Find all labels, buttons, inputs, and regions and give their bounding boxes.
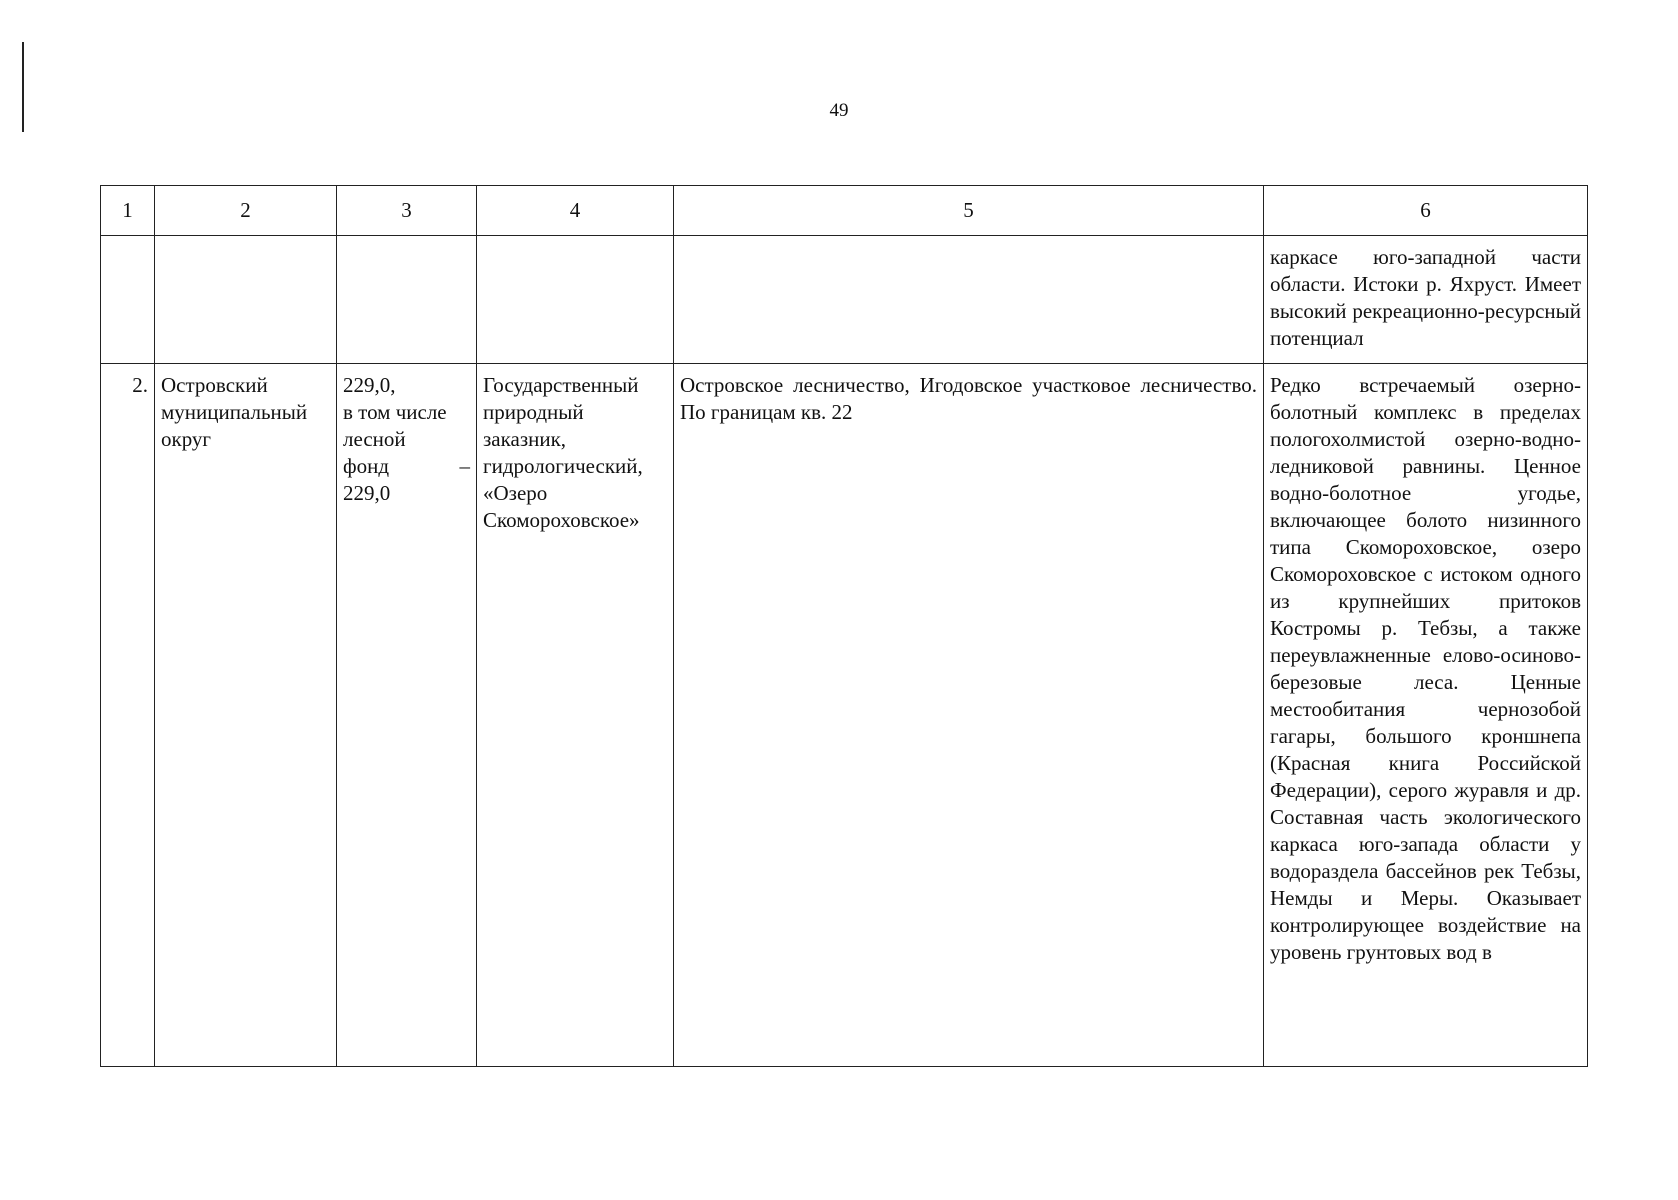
area-fond-dash: – <box>459 454 470 478</box>
table-row <box>101 364 1588 1067</box>
cell-description-continued: каркасе юго-западной части области. Истоки р. Яхруст. Имеет высокий рекреационно-ресурсный потенциал <box>1264 236 1588 364</box>
header-cell-4: 4 <box>477 186 674 236</box>
area-value: 229,0, <box>343 373 396 397</box>
cell-location: Островское лесничество, Игодовское участковое лесничество. По границам кв. 22 <box>674 364 1264 1067</box>
header-cell-5: 5 <box>674 186 1264 236</box>
cell-row-number: 2. <box>101 364 155 1067</box>
area-fond-line <box>343 453 470 480</box>
cell-area <box>337 364 477 1067</box>
cell-empty <box>477 236 674 364</box>
cell-municipality: Островский муниципальный округ <box>155 364 337 1067</box>
header-cell-1: 1 <box>101 186 155 236</box>
header-cell-2: 2 <box>155 186 337 236</box>
cell-empty <box>674 236 1264 364</box>
cell-category: Государственный природный заказник, гидрологический, «Озеро Скомороховское» <box>477 364 674 1067</box>
header-cell-3: 3 <box>337 186 477 236</box>
header-cell-6: 6 <box>1264 186 1588 236</box>
cell-empty <box>101 236 155 364</box>
area-forest-label: лесной <box>343 427 406 451</box>
area-fond-label: фонд <box>343 454 390 478</box>
area-forest-value: 229,0 <box>343 481 391 505</box>
page-number: 49 <box>829 100 849 121</box>
table-row <box>101 236 1588 364</box>
cell-empty <box>337 236 477 364</box>
cell-empty <box>155 236 337 364</box>
cell-description: Редко встречаемый озерно-болотный комплекс в пределах пологохолмистой озерно-водно-ледниковой равнины. Ценное водно-болотное угодье, включающее болото низинного типа Скомороховское, озеро Скомороховское с истоком одного из крупнейших притоков Костромы р. Тебзы, а также переувлажненные елово-осиново-березовые леса. Ценные местообитания чернозобой гагары, большого кроншнепа (Красная книга Российской Федерации), серого журавля и др. Составная часть экологического каркаса юго-запада области у водораздела бассейнов рек Тебзы, Немды и Меры. Оказывает контролирующее воздействие на уровень грунтовых вод в <box>1264 364 1588 1067</box>
table-header-row <box>101 186 1588 236</box>
data-table <box>100 185 1588 1067</box>
area-note: в том числе <box>343 400 447 424</box>
